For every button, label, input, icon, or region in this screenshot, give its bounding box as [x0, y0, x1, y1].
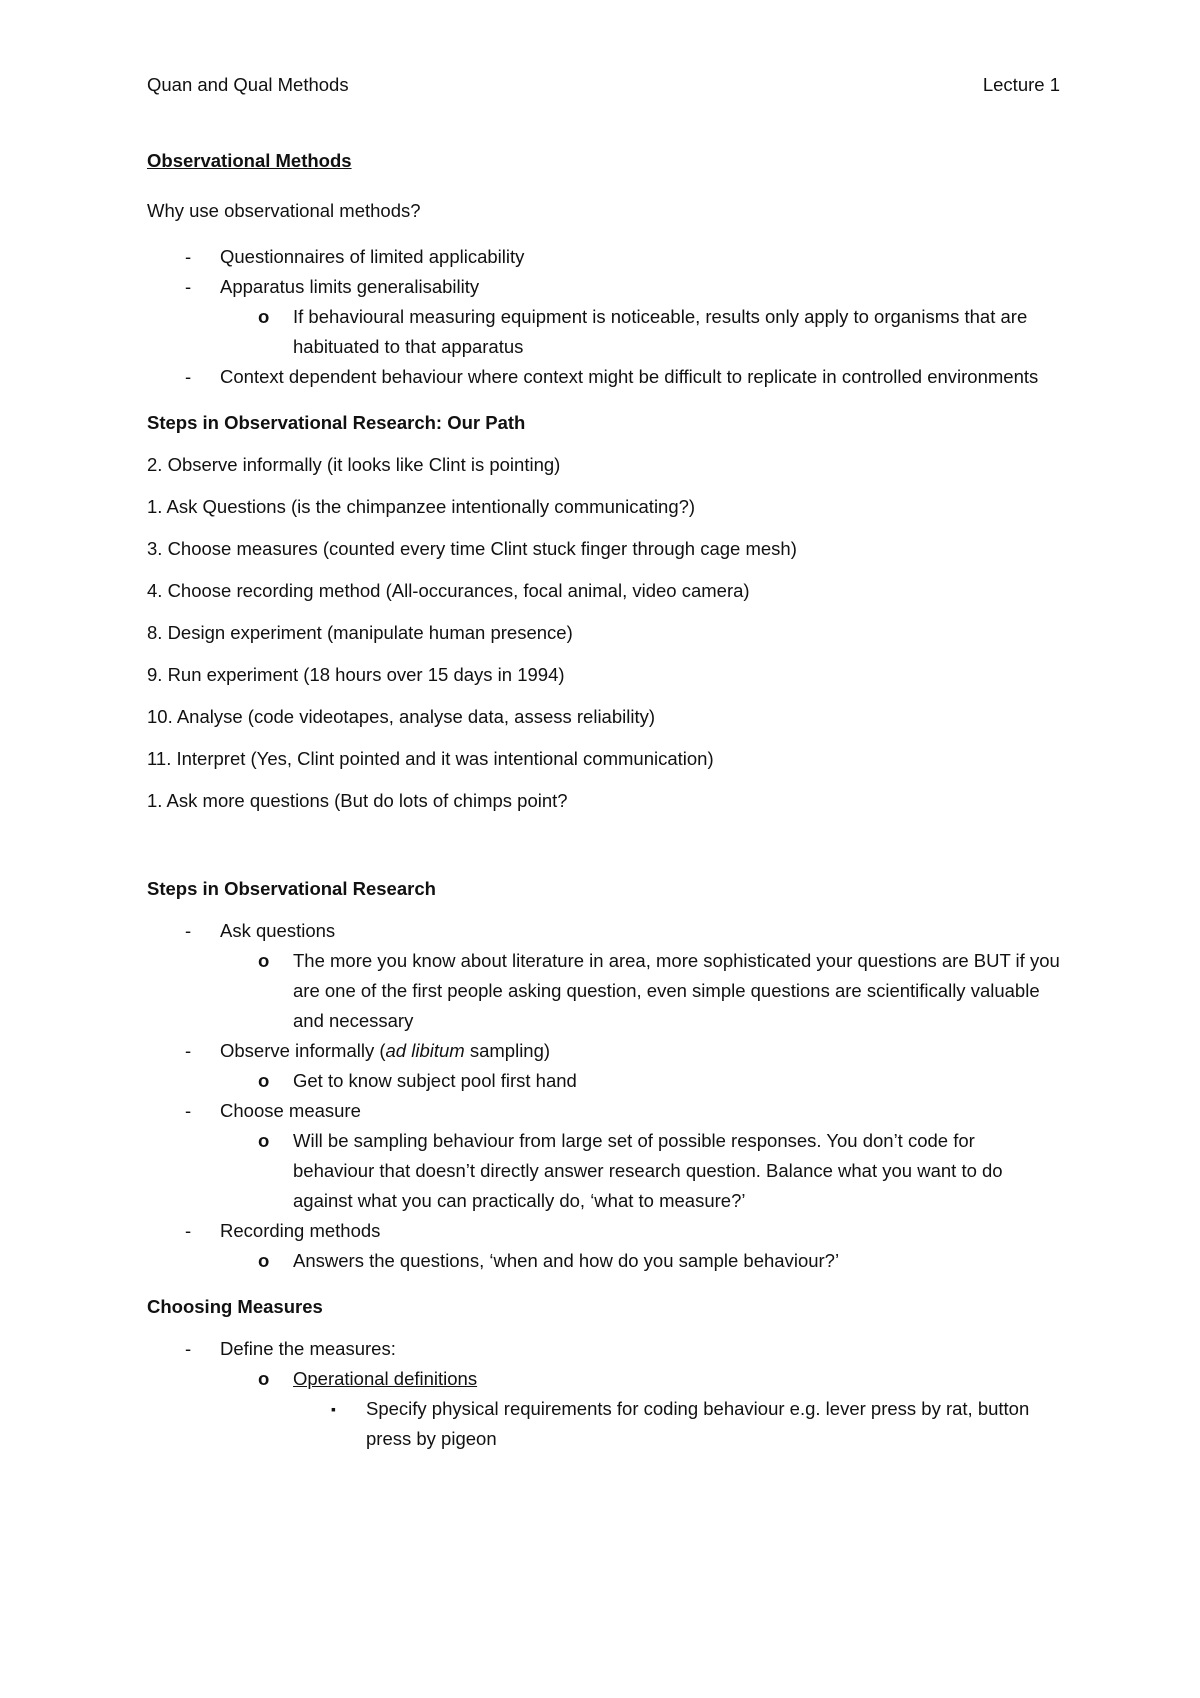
path-step: 4. Choose recording method (All-occurances, focal animal, video camera) [147, 580, 750, 601]
list-item [147, 1216, 1060, 1276]
blank-space [147, 828, 1060, 874]
path-step: 8. Design experiment (manipulate human presence) [147, 622, 573, 643]
steps-list [147, 916, 1060, 1276]
reason-text: Apparatus limits generalisability [220, 276, 480, 297]
step-detail: Will be sampling behaviour from large set of possible responses. You don’t code for behaviour that doesn’t directly answer research question. Balance what you want to do against what you can practically do, ‘what to measure?’ [293, 1130, 1003, 1211]
sub-list [220, 1246, 1060, 1276]
reason-subtext: If behavioural measuring equipment is noticeable, results only apply to organisms that are habituated to that apparatus [293, 306, 1028, 357]
header-lecture-number: Lecture 1 [982, 74, 1060, 95]
path-step: 9. Run experiment (18 hours over 15 days in 1994) [147, 664, 565, 685]
path-step: 11. Interpret (Yes, Clint pointed and it was intentional communication) [147, 748, 714, 769]
list-item [293, 1394, 1060, 1454]
path-step: 1. Ask Questions (is the chimpanzee intentionally communicating?) [147, 496, 696, 517]
header-course-title: Quan and Qual Methods [147, 74, 349, 95]
heading-choosing-measures: Choosing Measures [147, 1296, 323, 1317]
reason-text: Questionnaires of limited applicability [220, 246, 525, 267]
document-body [147, 146, 1060, 1470]
step-label-pre: Observe informally ( [220, 1040, 386, 1061]
path-step: 10. Analyse (code videotapes, analyse data, assess reliability) [147, 706, 656, 727]
heading-our-path: Steps in Observational Research: Our Path [147, 412, 526, 433]
path-step: 3. Choose measures (counted every time Clint stuck finger through cage mesh) [147, 538, 797, 559]
list-item [220, 1246, 1060, 1276]
step-label: Ask questions [220, 920, 336, 941]
list-item [147, 362, 1060, 392]
sub-sub-list [293, 1394, 1060, 1454]
heading-steps-research: Steps in Observational Research [147, 878, 436, 899]
list-item [220, 1066, 1060, 1096]
path-step: 1. Ask more questions (But do lots of chimps point? [147, 790, 568, 811]
sub-list [220, 1126, 1060, 1216]
step-label-post: sampling) [464, 1040, 551, 1061]
reasons-list [147, 242, 1060, 392]
heading-observational-methods: Observational Methods [147, 150, 352, 171]
list-item [147, 1036, 1060, 1096]
measures-list [147, 1334, 1060, 1454]
list-item [220, 946, 1060, 1036]
path-step: 2. Observe informally (it looks like Clint is pointing) [147, 454, 561, 475]
measures-define: Define the measures: [220, 1338, 396, 1359]
step-label: Choose measure [220, 1100, 361, 1121]
list-item [147, 1096, 1060, 1216]
step-detail: The more you know about literature in area, more sophisticated your questions are BUT if you are one of the first people asking question, even simple questions are scientifically valuable and necessary [293, 950, 1060, 1031]
reason-text: Context dependent behaviour where context might be difficult to replicate in controlled environments [220, 366, 1039, 387]
list-item [220, 302, 1060, 362]
list-item [220, 1126, 1060, 1216]
step-label-italic: ad libitum [385, 1040, 465, 1061]
sub-list [220, 946, 1060, 1036]
operational-definitions-label: Operational definitions [293, 1368, 478, 1389]
list-item [147, 916, 1060, 1036]
step-label: Recording methods [220, 1220, 381, 1241]
step-detail: Get to know subject pool first hand [293, 1070, 577, 1091]
sub-list [220, 1066, 1060, 1096]
operational-detail: Specify physical requirements for coding behaviour e.g. lever press by rat, button press by pigeon [366, 1398, 1030, 1449]
list-item [220, 1364, 1060, 1454]
step-detail: Answers the questions, ‘when and how do you sample behaviour?’ [293, 1250, 840, 1271]
sub-list [220, 1364, 1060, 1454]
list-item [147, 242, 1060, 272]
list-item [147, 272, 1060, 362]
sub-list [220, 302, 1060, 362]
list-item [147, 1334, 1060, 1454]
page-header [147, 74, 1060, 100]
why-question: Why use observational methods? [147, 200, 421, 221]
